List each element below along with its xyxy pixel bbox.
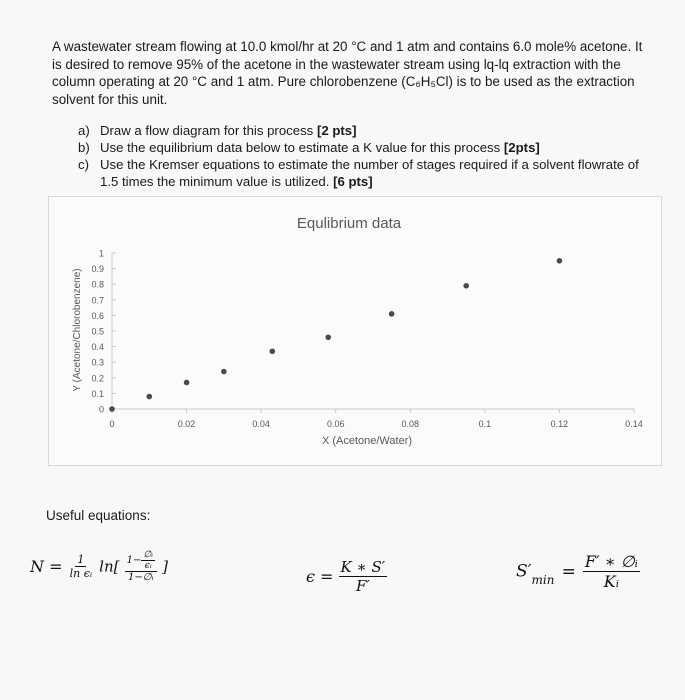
chart-x-tick-label: 0.12 <box>550 419 569 429</box>
eq1-lhs: N = <box>30 557 63 576</box>
task-letter: a) <box>78 123 90 138</box>
task-text: Use the equilibrium data below to estimate a K value for this process <box>100 140 504 155</box>
chart-x-tick-label: 0.02 <box>177 419 196 429</box>
eq1-ln: ln[ <box>99 557 120 576</box>
task-item-a <box>78 122 658 139</box>
chart-y-tick-label: 0.7 <box>91 295 104 306</box>
eq1-close: ] <box>162 557 168 576</box>
eq3-den: Kᵢ <box>603 572 619 591</box>
eq1-ln-eps: ln ϵᵢ <box>69 567 93 580</box>
task-points: [6 pts] <box>333 174 373 189</box>
chart-y-tick-label: 0.1 <box>91 388 104 399</box>
task-item-b <box>78 139 658 156</box>
chart-y-label: Y (Acetone/Chlorobenzene) <box>72 268 83 392</box>
task-text: Draw a flow diagram for this process <box>100 123 317 138</box>
chart-y-tick-label: 1 <box>98 248 104 259</box>
chart-data-point <box>557 258 563 264</box>
useful-equations-label: Useful equations: <box>46 508 151 523</box>
chart-x-tick-label: 0.1 <box>478 419 492 429</box>
task-list <box>78 122 658 190</box>
chart-data-point <box>270 348 276 354</box>
eq3-sub: min <box>531 573 555 587</box>
task-points: [2pts] <box>503 140 540 155</box>
chart-data-point <box>184 380 190 386</box>
task-item-c <box>78 156 658 190</box>
task-letter: b) <box>78 140 90 155</box>
eq3-num: F′ ∗ ∅ᵢ <box>584 552 638 571</box>
task-text: Use the Kremser equations to estimate the number of stages required if a solvent flowrate of 1.5 times the minimum value is utilized. <box>100 157 639 189</box>
chart-data-point <box>325 334 331 340</box>
eq2-den: F′ <box>355 577 370 595</box>
chart-x-tick-label: 0.04 <box>252 419 270 429</box>
eq1-phi: ∅ᵢ <box>143 550 153 560</box>
chart-x-tick-label: 0.06 <box>326 419 345 429</box>
chart-x-label: X (Acetone/Water) <box>321 435 413 447</box>
chart-title: Equlibrium data <box>296 215 402 232</box>
chart-x-tick-label: 0 <box>109 419 115 429</box>
chart-data-point <box>146 394 152 400</box>
chart-svg <box>49 197 661 465</box>
chart-y-tick-label: 0.3 <box>91 357 104 368</box>
eq3-equals: = <box>561 561 576 582</box>
chart-x-tick-label: 0.14 <box>625 419 643 429</box>
chart-plot-area <box>91 249 642 430</box>
eq1-eps: ϵᵢ <box>144 561 152 571</box>
chart-y-tick-label: 0.4 <box>91 342 104 353</box>
equilibrium-chart <box>48 196 662 466</box>
eq2-lhs: ϵ = <box>306 567 334 586</box>
task-letter: c) <box>78 157 89 172</box>
eq1-one: 1 <box>77 553 85 566</box>
eq1-num-top: 1− <box>126 555 142 566</box>
chart-y-tick-label: 0.2 <box>91 373 104 384</box>
eq3-lhs: S′ <box>516 561 532 582</box>
task-points: [2 pts] <box>316 123 357 138</box>
chart-y-tick-label: 0.9 <box>91 264 104 275</box>
chart-data-point <box>109 406 115 412</box>
equation-min-solvent <box>516 552 661 618</box>
problem-statement: A wastewater stream flowing at 10.0 kmol/hr at 20 °C and 1 atm and contains 6.0 mole% acetone. It is desired to remove 95% of the acetone in the wastewater stream using lq-lq extraction with the column operating at 20 °C and 1 atm. Pure chlorobenzene (C₆H₅Cl) is to be used as the extraction solvent for this unit. <box>52 39 643 107</box>
chart-y-tick-label: 0 <box>98 404 104 415</box>
chart-data-point <box>463 283 469 289</box>
eq1-den: 1−∅ᵢ <box>128 572 154 583</box>
chart-y-tick-label: 0.8 <box>91 279 104 290</box>
chart-y-tick-label: 0.5 <box>91 326 104 337</box>
chart-data-point <box>221 369 227 375</box>
chart-data-point <box>389 311 395 317</box>
eq2-num: K ∗ S′ <box>340 558 386 576</box>
chart-y-tick-label: 0.6 <box>91 310 104 321</box>
chart-x-tick-label: 0.08 <box>401 419 420 429</box>
equation-extraction-factor <box>306 558 396 618</box>
equation-stages <box>30 550 180 620</box>
